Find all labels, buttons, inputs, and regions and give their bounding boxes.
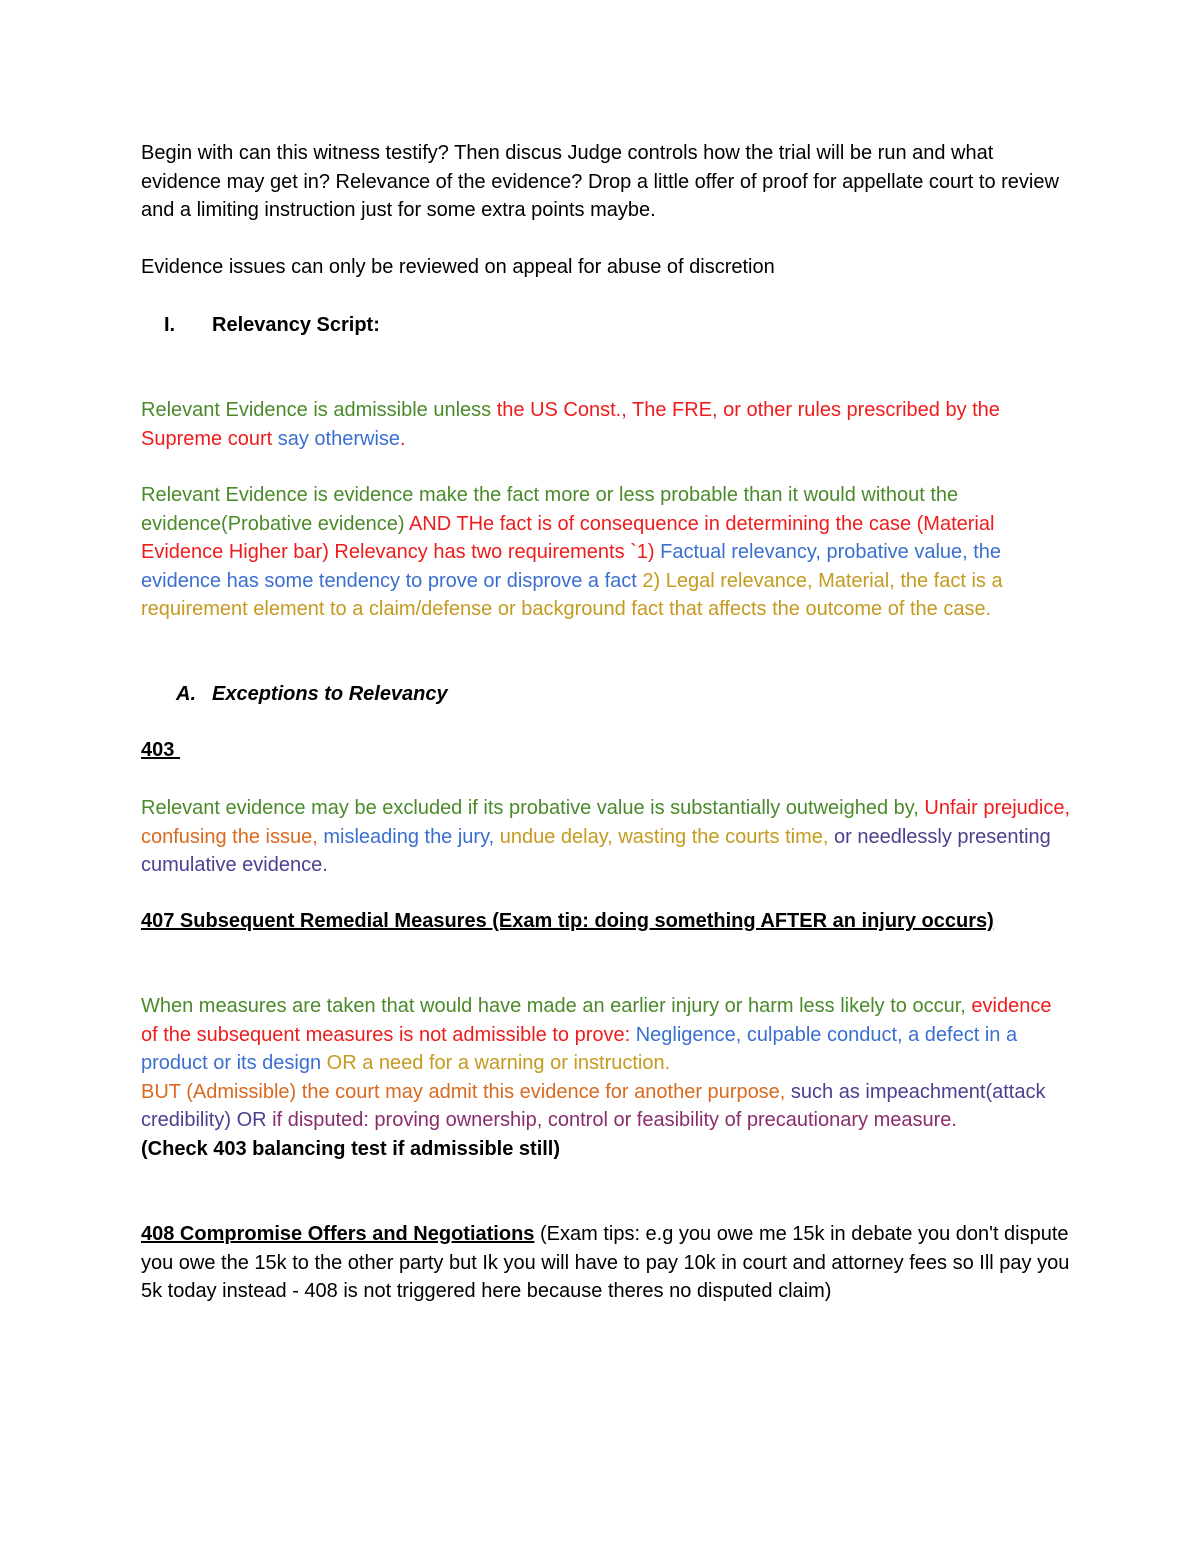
r403-c: confusing the issue, — [141, 825, 324, 848]
rule-407-heading — [141, 907, 1071, 936]
rule-407-heading-text: 407 Subsequent Remedial Measures (Exam tip: doing something AFTER an injury occurs) — [141, 910, 994, 932]
rel1-a: Relevant Evidence is admissible unless — [141, 399, 497, 421]
relevant-evidence-admissible-paragraph — [141, 396, 1071, 453]
r407-f: such as impeachment(attack credibility) OR — [141, 1080, 1046, 1131]
r407-b: evidence of the subsequent measures is not admissible to prove: — [141, 995, 1052, 1046]
rel1-b: the US Const., The FRE, or other rules prescribed by the Supreme court — [141, 399, 1000, 450]
rule-407-paragraph — [141, 992, 1071, 1163]
r407-check: (Check 403 balancing test if admissible still) — [141, 1137, 561, 1160]
intro-text: Begin with can this witness testify? Then discus Judge controls how the trial will be run and what evidence may get in? Relevance of the evidence? Drop a little offer of proof for appellate court to review and a limiting instruction just for some extra points maybe. — [141, 142, 1059, 221]
r408-text: (Exam tips: e.g you owe me 15k in debate you don't dispute you owe the 15k to the other party but Ik you will have to pay 10k in court and attorney fees so Ill pay you 5k today instead - 408 is not triggered here because theres no disputed claim) — [141, 1223, 1070, 1302]
rule-408-paragraph — [141, 1220, 1071, 1306]
rel2-c: Factual relevancy, probative value, the evidence has some tendency to prove or disprove a fact — [141, 541, 1002, 592]
rule-403-paragraph — [141, 794, 1071, 880]
r407-d: OR a need for a warning or instruction. — [326, 1052, 671, 1074]
relevant-evidence-definition-paragraph — [141, 481, 1071, 624]
r403-f: or needlessly presenting cumulative evidence. — [141, 825, 1051, 876]
rel1-d: . — [400, 427, 406, 450]
section-title: Exceptions to Relevancy — [212, 683, 448, 705]
appeal-text: Evidence issues can only be reviewed on appeal for abuse of discretion — [141, 256, 775, 278]
r407-c: Negligence, culpable conduct, a defect in a product or its design — [141, 1023, 1018, 1074]
r403-e: undue delay, wasting the courts time, — [499, 825, 834, 848]
intro-paragraph — [141, 139, 1071, 225]
section-title: Relevancy Script: — [212, 314, 380, 336]
rule-408-heading: 408 Compromise Offers and Negotiations — [141, 1223, 535, 1245]
rel1-c: say otherwise — [277, 427, 401, 450]
r407-e: BUT (Admissible) the court may admit this evidence for another purpose, — [141, 1080, 791, 1103]
r407-a: When measures are taken that would have made an earlier injury or harm less likely to occur, — [141, 995, 972, 1017]
r403-d: misleading the jury, — [323, 825, 500, 848]
r403-b: Unfair prejudice, — [924, 797, 1071, 819]
r407-g: if disputed: proving ownership, control or feasibility of precautionary measure. — [272, 1109, 957, 1131]
rule-403-heading-text: 403 — [141, 739, 175, 761]
rel2-d: 2) Legal relevance, Material, the fact is a requirement element to a claim/defense or background fact that affects the outcome of the case. — [141, 569, 1003, 620]
rule-403-heading — [141, 736, 1071, 765]
r403-a: Relevant evidence may be excluded if its probative value is substantially outweighed by, — [141, 797, 925, 819]
rel2-b: AND THe fact is of consequence in determining the case (Material Evidence Higher bar) Relevancy has two requirements `1) — [141, 512, 995, 563]
section-marker: I. — [164, 314, 176, 336]
rel2-a: Relevant Evidence is evidence make the fact more or less probable than it would without the evidence(Probative evidence) — [141, 484, 959, 535]
section-marker: A. — [176, 683, 196, 705]
appeal-paragraph — [141, 253, 1071, 282]
